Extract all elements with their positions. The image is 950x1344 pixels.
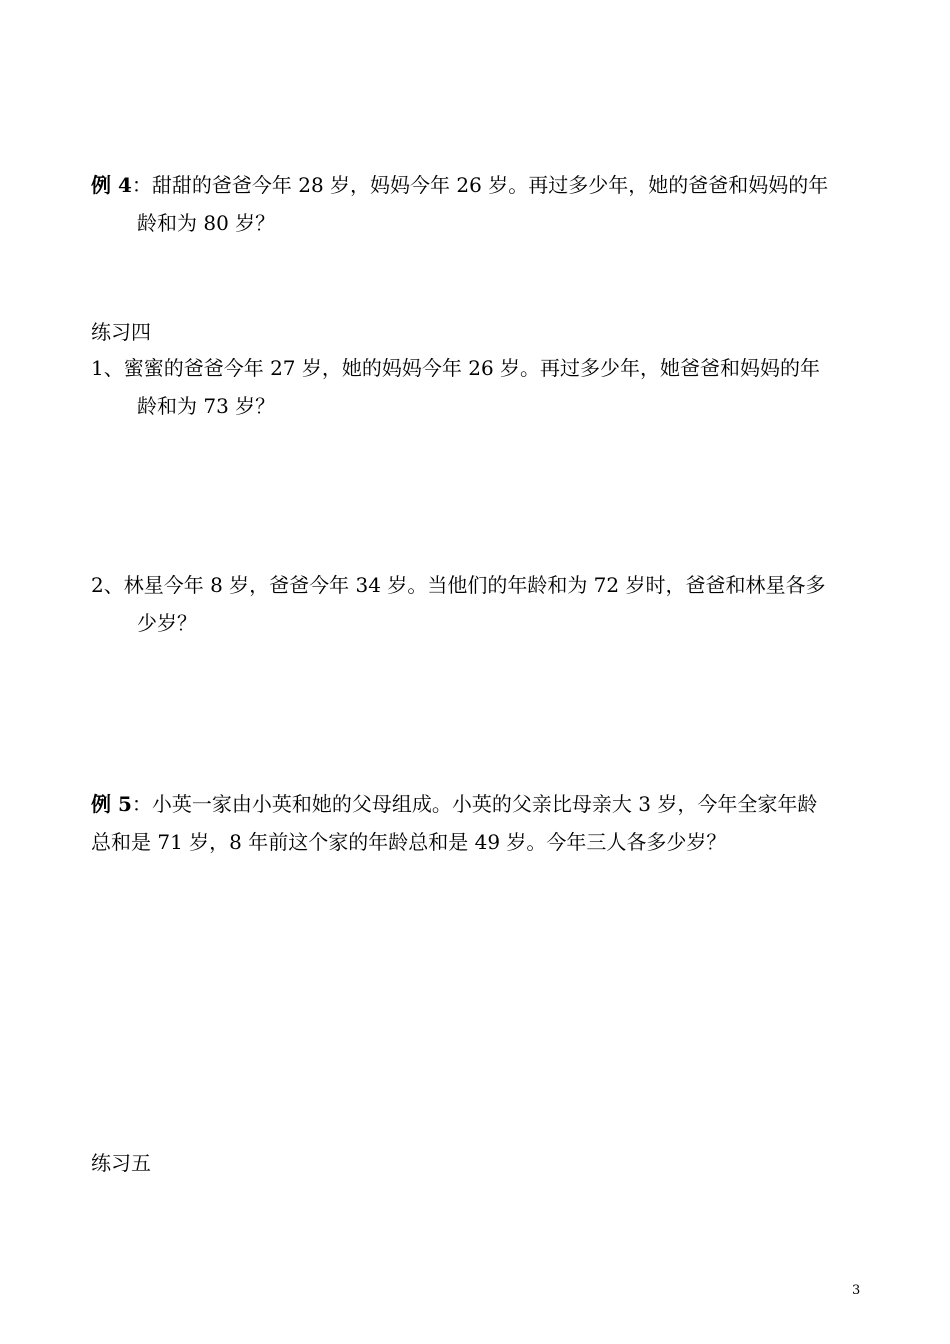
example-4-label: 例 4	[91, 173, 132, 197]
practice-4-q1-line-1: 1、蜜蜜的爸爸今年 27 岁，她的妈妈今年 26 岁。再过多少年，她爸爸和妈妈的年	[91, 356, 821, 380]
practice-4-q1-line-2: 龄和为 73 岁？	[137, 394, 276, 418]
practice-4-q2-line-2: 少岁？	[137, 611, 197, 635]
practice-4-q2-line-1: 2、林星今年 8 岁，爸爸今年 34 岁。当他们的年龄和为 72 岁时，爸爸和林星各多	[91, 573, 826, 597]
example-5-separator: ：	[131, 792, 152, 816]
example-4	[91, 166, 871, 242]
example-4-text-1: 甜甜的爸爸今年 28 岁，妈妈今年 26 岁。再过多少年，她的爸爸和妈妈的年	[151, 173, 829, 197]
example-5-line-2: 总和是 71 岁，8 年前这个家的年龄总和是 49 岁。今年三人各多少岁？	[91, 830, 727, 854]
practice-4-question-2	[91, 566, 871, 642]
practice-4-question-1	[91, 349, 871, 425]
example-5-label: 例 5	[91, 792, 132, 816]
example-4-separator: ：	[131, 173, 152, 197]
example-4-line-2: 龄和为 80 岁？	[137, 211, 276, 235]
practice-5-title: 练习五	[91, 1151, 151, 1175]
example-5	[91, 785, 871, 861]
example-4-line-1	[91, 166, 871, 204]
page-number: 3	[852, 1283, 861, 1298]
practice-4-title: 练习四	[91, 320, 151, 344]
example-5-text-1: 小英一家由小英和她的父母组成。小英的父亲比母亲大 3 岁，今年全家年龄	[151, 792, 818, 816]
example-5-line-1	[91, 785, 871, 823]
